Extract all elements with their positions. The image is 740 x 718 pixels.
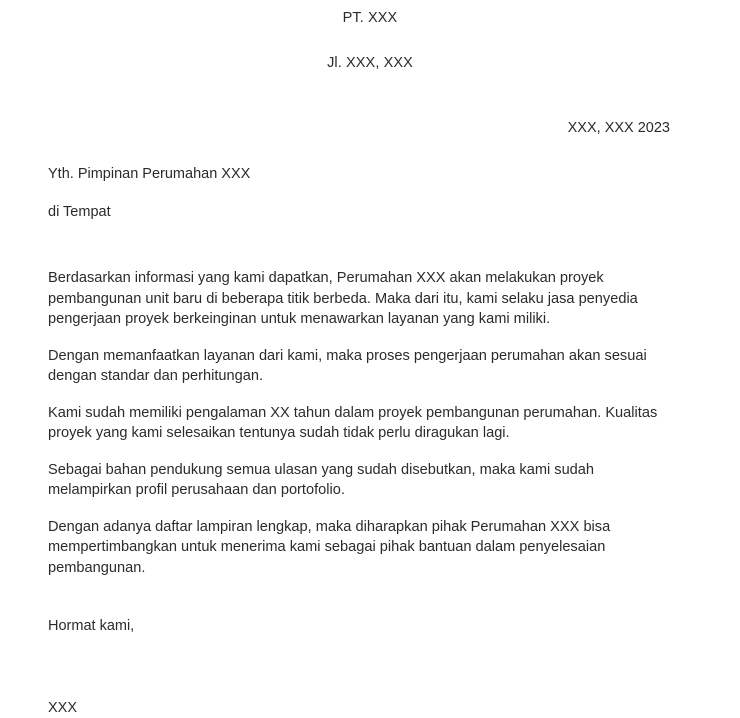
body-paragraph: Dengan memanfaatkan layanan dari kami, maka proses pengerjaan perumahan akan sesuai dengan standar dan perhitungan. bbox=[48, 347, 647, 384]
company-address: Jl. XXX, XXX bbox=[327, 55, 413, 71]
closing-salutation: Hormat kami, bbox=[48, 618, 135, 634]
body-paragraph: Dengan adanya daftar lampiran lengkap, maka diharapkan pihak Perumahan XXX bisa mempertimbangkan untuk menerima kami sebagai pihak bantuan dalam penyelesaian pembangunan. bbox=[48, 518, 611, 576]
recipient-block bbox=[48, 164, 670, 222]
body-paragraphs bbox=[48, 268, 670, 578]
body-paragraph: Kami sudah memiliki pengalaman XX tahun dalam proyek pembangunan perumahan. Kualitas proyek yang kami selesaikan tentunya sudah tidak perlu diragukan lagi. bbox=[48, 404, 658, 441]
body-paragraph: Sebagai bahan pendukung semua ulasan yang sudah disebutkan, maka kami sudah melampirkan profil perusahaan dan portofolio. bbox=[48, 461, 595, 498]
recipient-addressee: Yth. Pimpinan Perumahan XXX bbox=[48, 166, 251, 182]
letter-content bbox=[0, 164, 740, 718]
letterhead bbox=[0, 0, 740, 73]
signer-name: XXX bbox=[48, 700, 78, 716]
recipient-location: di Tempat bbox=[48, 204, 111, 220]
body-paragraph: Berdasarkan informasi yang kami dapatkan, Perumahan XXX akan melakukan proyek pembangunan unit baru di beberapa titik berbeda. Maka dari itu, kami selaku jasa penyedia pengerjaan proyek berkeinginan untuk menawarkan layanan yang kami miliki. bbox=[48, 270, 638, 327]
closing-block bbox=[48, 616, 670, 718]
signature-space bbox=[48, 636, 670, 698]
company-name: PT. XXX bbox=[342, 10, 398, 26]
date-line: XXX, XXX 2023 bbox=[567, 120, 670, 136]
